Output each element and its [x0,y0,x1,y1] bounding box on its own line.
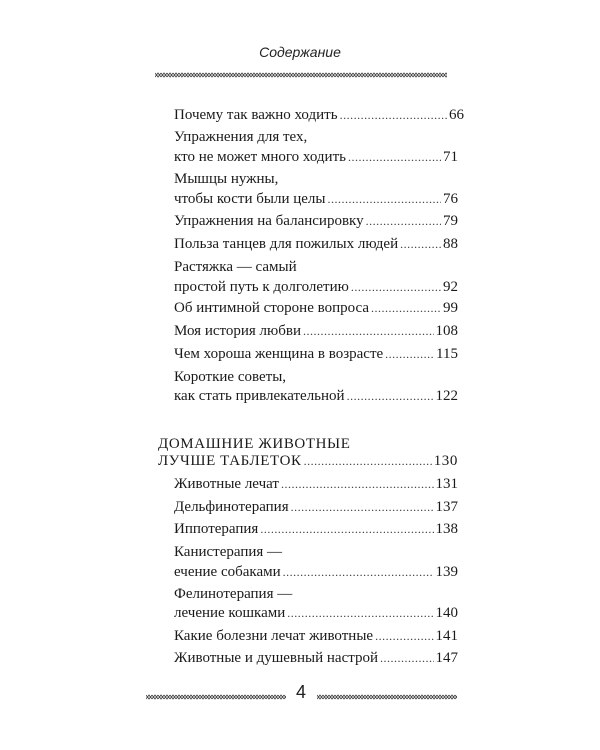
toc-page-number: 131 [435,476,458,492]
toc-entry-dolphin-therapy[interactable] [174,497,458,517]
toc-entry-intimate[interactable] [174,298,458,318]
leader-dots [287,603,433,623]
running-header: Содержание [259,44,341,60]
leader-dots [303,321,434,341]
toc-page-number: 108 [435,323,458,339]
toc-page-number: 71 [443,149,458,165]
toc-entry-stretching-line1: Растяжка — самый [174,259,297,275]
toc-page-number: 141 [435,628,458,644]
leader-dots [291,497,434,517]
toc-entry-title: Иппотерапия [174,521,259,537]
leader-dots [351,277,441,297]
toc-entry-tips-line1: Короткие советы, [174,369,287,385]
toc-page-number: 66 [449,107,464,123]
leader-dots [348,147,441,167]
ornament-divider-right [317,689,457,699]
toc-entry-felinotherapy[interactable] [174,603,458,623]
leader-dots [400,234,441,254]
toc-page-number: 139 [435,564,458,580]
leader-dots [340,105,447,125]
ornament-divider-top [155,70,447,80]
toc-entry-title: Животные и душевный настрой [174,650,379,666]
leader-dots [366,211,441,231]
toc-entry-stretching[interactable] [174,277,458,297]
toc-entry-animals-heal[interactable] [174,474,458,494]
toc-entry-hippotherapy[interactable] [174,519,458,539]
toc-entry-love-story[interactable] [174,321,458,341]
toc-entry-felinotherapy-line1: Фелинотерапия — [174,586,293,602]
toc-entry-title: кто не может много ходить [174,149,346,165]
toc-entry-mood[interactable] [174,648,458,668]
toc-entry-tips[interactable] [174,386,458,406]
toc-page-number: 137 [435,499,458,515]
toc-entry-title: лечение кошками [174,605,286,621]
toc-page-number: 122 [435,388,458,404]
toc-entry-woman-age[interactable] [174,344,458,364]
toc-entry-exercises[interactable] [174,147,458,167]
toc-entry-title: Об интимной стороне вопроса [174,300,369,316]
leader-dots [375,626,433,646]
section-heading-title: ЛУЧШЕ ТАБЛЕТОК [158,453,302,469]
toc-entry-title: Чем хороша женщина в возрасте [174,346,384,362]
toc-entry-canistherapy-line1: Канистерапия — [174,544,283,560]
leader-dots [260,519,433,539]
toc-page-number: 79 [443,213,458,229]
toc-entry-exercises-line1: Упражнения для тех, [174,129,308,145]
toc-entry-diseases[interactable] [174,626,458,646]
page-number: 4 [295,682,306,702]
leader-dots [385,344,434,364]
leader-dots [281,474,434,494]
leader-dots [347,386,434,406]
toc-entry-muscles[interactable] [174,189,458,209]
leader-dots [380,648,433,668]
toc-entry-title: Моя история любви [174,323,301,339]
toc-page-number: 140 [435,605,458,621]
toc-entry-title: Почему так важно ходить [174,107,338,123]
toc-page-number: 99 [443,300,458,316]
toc-page-number: 76 [443,191,458,207]
toc-entry-canistherapy[interactable] [174,562,458,582]
leader-dots [304,451,432,471]
toc-entry-title: Польза танцев для пожилых людей [174,236,399,252]
toc-page-number: 115 [436,346,458,362]
section-page-number: 130 [433,453,458,469]
toc-entry-title: простой путь к долголетию [174,279,349,295]
section-heading-line1: ДОМАШНИЕ ЖИВОТНЫЕ [158,436,351,452]
toc-entry-walking[interactable] [174,105,464,125]
toc-entry-title: Животные лечат [174,476,279,492]
section-heading[interactable] [158,451,458,471]
toc-entry-title: как стать привлекательной [174,388,345,404]
toc-entry-title: Дельфинотерапия [174,499,289,515]
toc-page-number: 88 [443,236,458,252]
leader-dots [283,562,434,582]
toc-entry-balance[interactable] [174,211,458,231]
ornament-divider-left [146,689,286,699]
leader-dots [327,189,441,209]
toc-page-number: 147 [435,650,458,666]
toc-entry-title: Упражнения на балансировку [174,213,364,229]
leader-dots [371,298,441,318]
toc-entry-title: Какие болезни лечат животные [174,628,374,644]
toc-entry-title: ечение собаками [174,564,281,580]
toc-entry-dancing[interactable] [174,234,458,254]
footer [0,682,600,706]
toc-entry-title: чтобы кости были целы [174,191,326,207]
toc-entry-muscles-line1: Мышцы нужны, [174,171,279,187]
toc-page-number: 138 [435,521,458,537]
toc-page-number: 92 [443,279,458,295]
